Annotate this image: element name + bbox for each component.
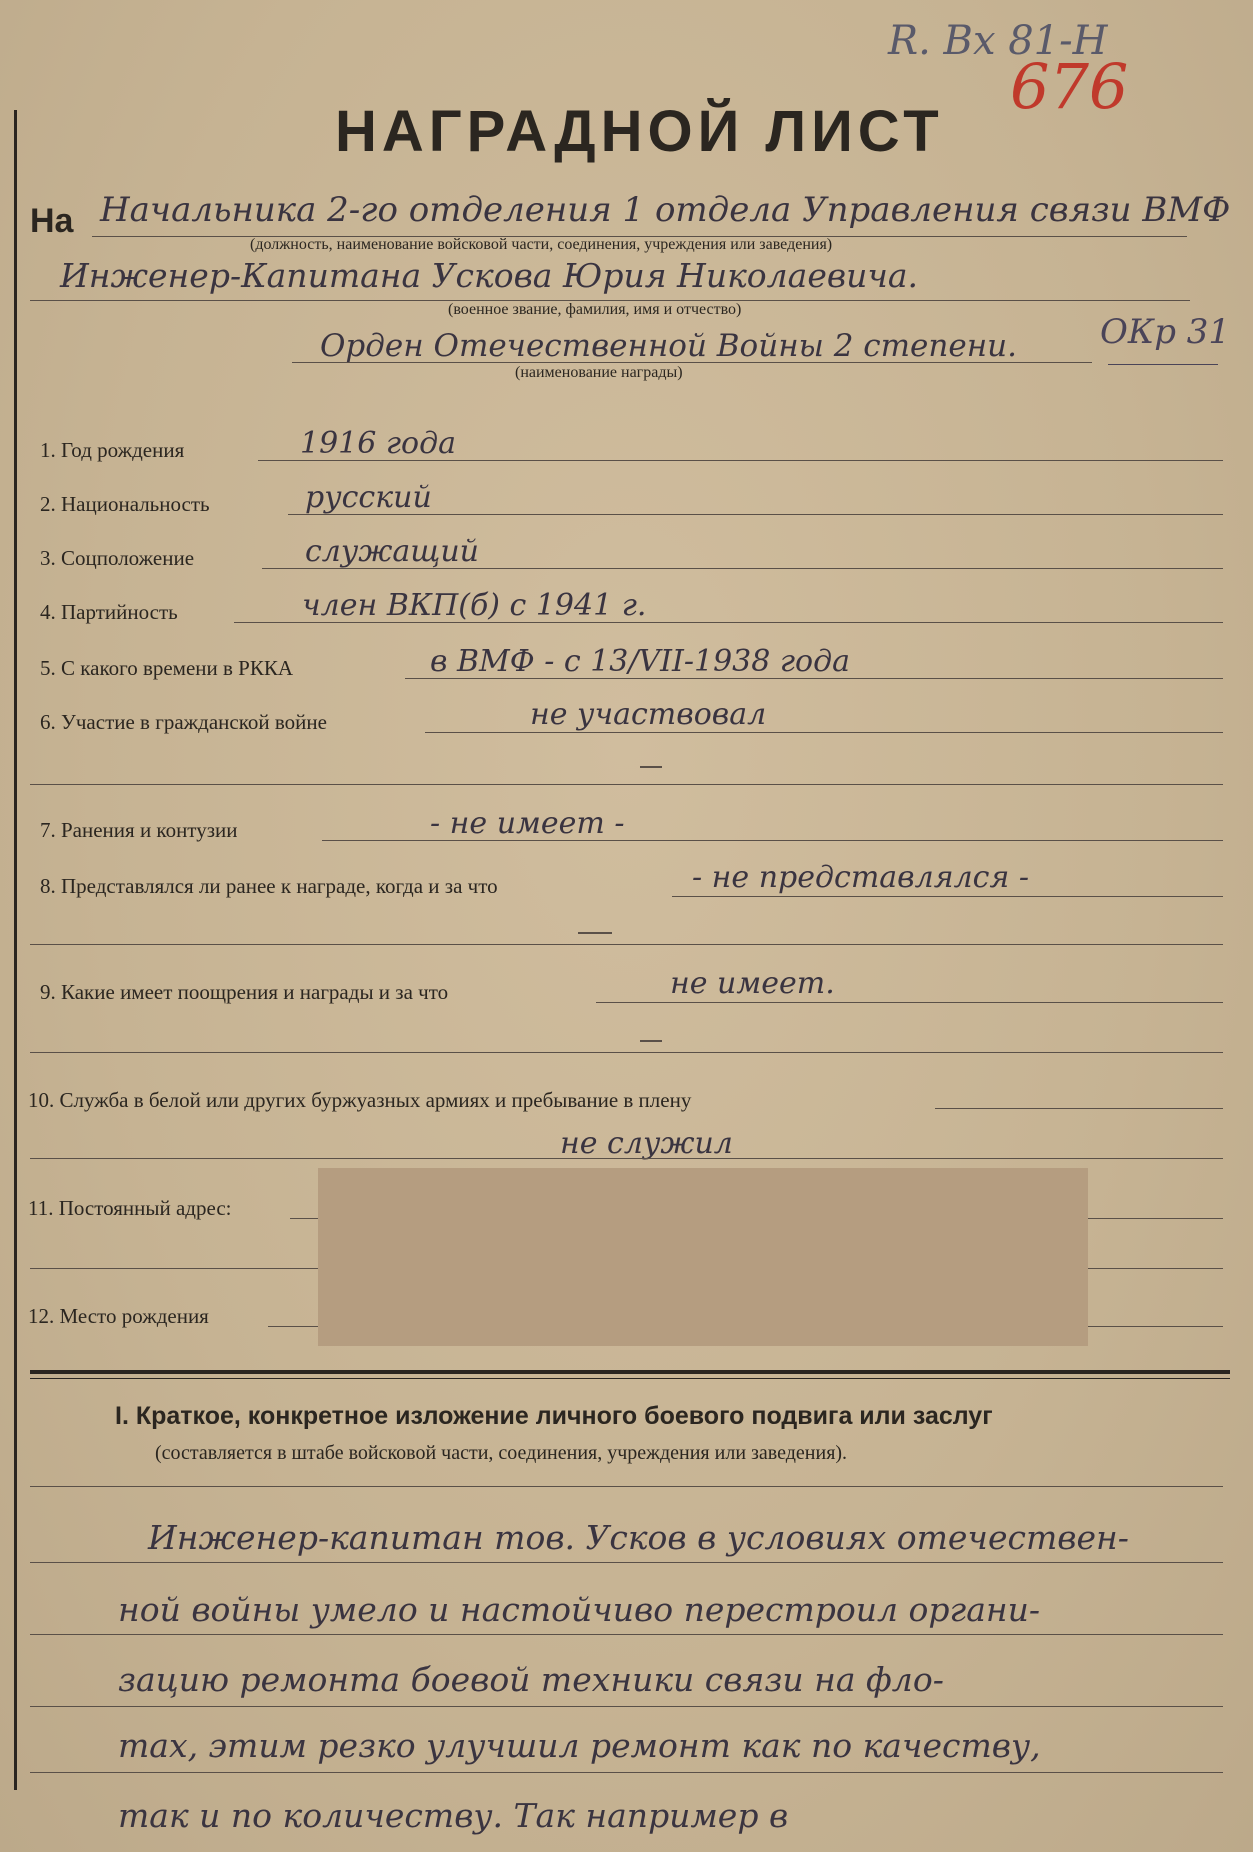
rank-name-caption: (военное звание, фамилия, имя и отчество) (448, 301, 742, 318)
field-6-label: 6. Участие в гражданской войне (40, 710, 327, 734)
narrative-line-5: так и по количеству. Так например в (118, 1796, 789, 1835)
field-5-label: 5. С какого времени в РККА (40, 656, 294, 680)
field-8-label: 8. Представлялся ли ранее к награде, когда и за что (40, 874, 498, 898)
field-10-label: 10. Служба в белой или других буржуазных армиях и пребывание в плену (28, 1088, 692, 1112)
narrative-line-3: зацию ремонта боевой техники связи на фло- (118, 1660, 944, 1699)
field-9-label: 9. Какие имеет поощрения и награды и за что (40, 980, 449, 1004)
award-value: Орден Отечественной Войны 2 степени. (320, 328, 1017, 364)
side-note: ОКр 31 (1100, 312, 1231, 352)
field-9-value: не имеет. (670, 966, 835, 1001)
field-5-value: в ВМФ - с 13/VII-1938 года (430, 644, 850, 679)
field-11-label: 11. Постоянный адрес: (28, 1196, 232, 1220)
header-prefix: На (30, 202, 74, 240)
field-12-label: 12. Место рождения (28, 1304, 209, 1328)
field-4-value: член ВКП(б) с 1941 г. (302, 588, 647, 623)
section-heading: I. Краткое, конкретное изложение личного боевого подвига или заслуг (115, 1402, 993, 1430)
page-title: НАГРАДНОЙ ЛИСТ (335, 99, 944, 164)
archive-stamp-number: R. Вх 81-Н (888, 18, 1108, 64)
section-subheading: (составляется в штабе войсковой части, соединения, учреждения или заведения). (155, 1442, 848, 1464)
field-3-value: служащий (305, 534, 479, 569)
field-8-value: - не представлялся - (692, 860, 1030, 895)
field-1-value: 1916 года (300, 426, 457, 461)
field-2-value: русский (305, 480, 432, 515)
rank-name-value: Инженер-Капитана Ускова Юрия Николаевича. (60, 256, 919, 295)
redacted-area (318, 1168, 1088, 1346)
red-archive-number: 676 (1010, 50, 1129, 123)
field-10-value: не служил (560, 1126, 733, 1161)
position-caption: (должность, наименование войсковой части, соединения, учреждения или заведения) (250, 236, 833, 253)
field-3-label: 3. Соцположение (40, 546, 195, 570)
field-6-value: не участвовал (530, 697, 767, 732)
award-caption: (наименование награды) (515, 364, 683, 381)
narrative-line-2: ной войны умело и настойчиво перестроил органи- (118, 1590, 1041, 1629)
position-value: Начальника 2-го отделения 1 отдела Управления связи ВМФ (100, 190, 1231, 230)
field-1-label: 1. Год рождения (40, 438, 185, 462)
field-7-value: - не имеет - (430, 806, 625, 841)
field-4-label: 4. Партийность (40, 600, 178, 624)
narrative-line-4: тах, этим резко улучшил ремонт как по качеству, (118, 1726, 1041, 1765)
field-7-label: 7. Ранения и контузии (40, 818, 238, 842)
field-2-label: 2. Национальность (40, 492, 210, 516)
page-left-border (14, 110, 17, 1790)
narrative-line-1: Инженер-капитан тов. Усков в условиях отечествен- (148, 1518, 1129, 1557)
